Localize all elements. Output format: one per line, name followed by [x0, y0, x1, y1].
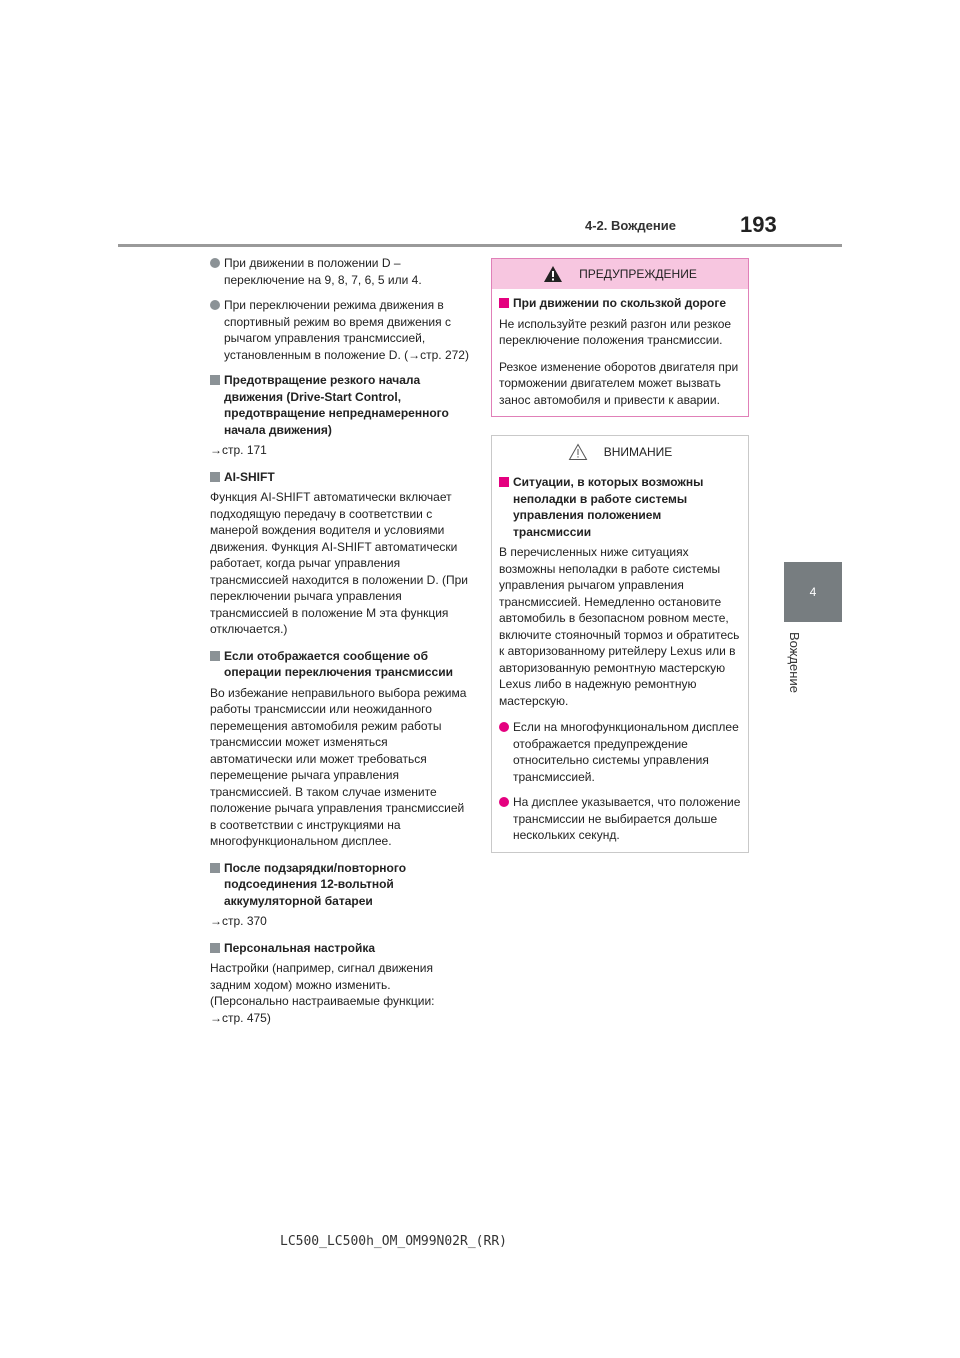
section-heading: Предотвращение резкого начала движения (Drive-Start Control, предотвращение непреднамеренного начала движения) [210, 372, 470, 438]
section-text: Настройки (например, сигнал движения задним ходом) можно изменить. (Персонально настраиваемые функции: →стр. 475) [210, 961, 435, 1025]
chapter-tab [784, 562, 842, 622]
section-heading: AI-SHIFT [210, 469, 470, 486]
document-code: LC500_LC500h_OM_OM99N02R_(RR) [280, 1234, 507, 1249]
square-bullet-icon [210, 943, 220, 953]
list-item: При переключении режима движения в спортивный режим во время движения с рычагом управления трансмиссией, установленным в положение D. (→стр. 272) [210, 297, 470, 363]
section-text: Во избежание неправильного выбора режима работы трансмиссии или неожиданного перемещения автомобиля режим работы трансмиссии может изменяться автоматически или может требоваться перемещение рычага управления трансмиссией. В таком случае измените положение рычага управления трансмиссией в соответствии с инструкциями на многофункциональном дисплее. [210, 685, 467, 848]
notice-heading: Ситуации, в которых возможны неполадки в работе системы управления положением трансмиссии [499, 474, 741, 540]
warning-box [491, 258, 749, 417]
warning-triangle-icon [543, 265, 563, 283]
section-title: 4-2. Вождение [585, 218, 676, 233]
bullet-icon [210, 300, 220, 310]
notice-title: ВНИМАНИЕ [603, 445, 673, 459]
square-bullet-icon [499, 477, 509, 487]
page-number: 193 [740, 212, 777, 237]
chapter-label: Вождение [787, 632, 802, 693]
list-item: При движении в положении D – переключение на 9, 8, 7, 6, 5 или 4. [210, 255, 470, 288]
notice-header [492, 436, 748, 468]
bullet-icon [499, 797, 509, 807]
square-bullet-icon [210, 863, 220, 873]
caution-triangle-icon [568, 443, 588, 461]
square-bullet-icon [210, 375, 220, 385]
page-reference: →стр. 171 [210, 443, 267, 457]
section-heading: После подзарядки/повторного подсоединения 12-вольтной аккумуляторной батареи [210, 860, 470, 910]
warning-text: Резкое изменение оборотов двигателя при торможении двигателем может вызвать занос автомобиля и привести к аварии. [499, 359, 739, 407]
notice-box [491, 435, 749, 853]
header-divider [118, 244, 842, 247]
warning-text: Не используйте резкий разгон или резкое переключение положения трансмиссии. [499, 316, 732, 347]
warning-title: ПРЕДУПРЕЖДЕНИЕ [579, 267, 697, 281]
right-column [491, 258, 749, 853]
square-bullet-icon [499, 298, 509, 308]
square-bullet-icon [210, 651, 220, 661]
chapter-number: 4 [809, 585, 817, 599]
bullet-icon [499, 722, 509, 732]
warning-heading: При движении по скользкой дороге [499, 295, 741, 312]
left-column [210, 255, 470, 1036]
page-reference: →стр. 370 [210, 914, 267, 928]
notice-text: В перечисленных ниже ситуациях возможны неполадки в работе системы управления рычагом управления трансмиссией. Немедленно остановите автомобиль в безопасном ровном месте, включите стояночный тормоз и обратитесь к авторизованному ритейлеру Lexus или в авторизованную ремонтную мастерскую Lexus либо в надежную ремонтную мастерскую. [499, 545, 740, 708]
list-item: На дисплее указывается, что положение трансмиссии не выбирается дольше нескольких секунд. [499, 794, 741, 844]
square-bullet-icon [210, 472, 220, 482]
section-heading: Если отображается сообщение об операции переключения трансмиссии [210, 648, 470, 681]
warning-header [492, 259, 748, 289]
section-text: Функция AI-SHIFT автоматически включает подходящую передачу в соответствии с манерой вождения водителя и условиями движения. Функция AI-SHIFT автоматически работает, когда рычаг управления трансмиссией находится в положении D. (При переключении рычага управления трансмиссией в положение M эта функция отключается.) [210, 490, 469, 636]
bullet-icon [210, 258, 220, 268]
section-heading: Персональная настройка [210, 940, 470, 957]
list-item: Если на многофункциональном дисплее отображается предупреждение относительно системы управления трансмиссией. [499, 719, 741, 785]
